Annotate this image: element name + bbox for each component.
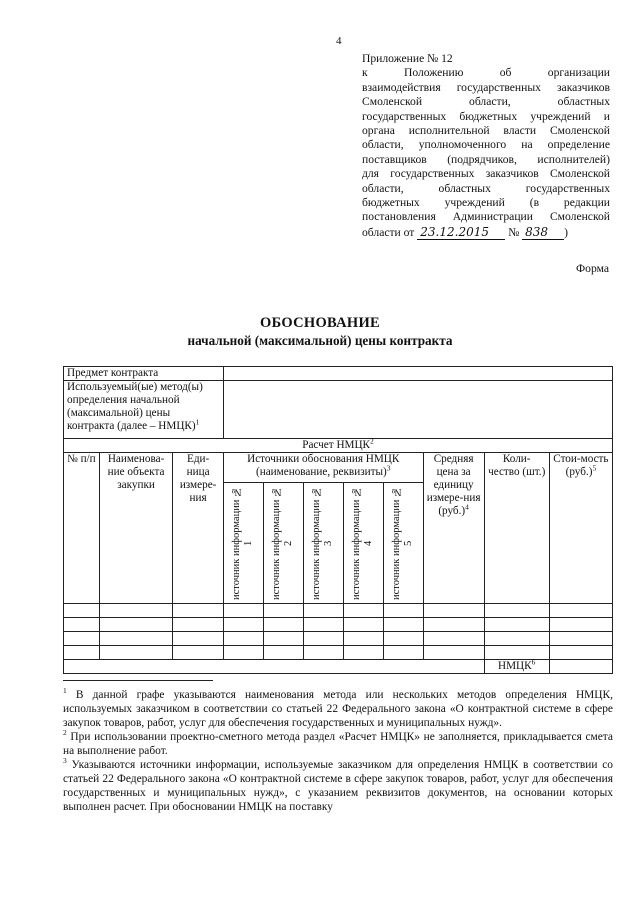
footnote: $^3$ Указываются источники информации, используемые заказчиком для определения НМЦК в соответствии со статьей 22 Федерального закона «О контрактной системе в сфере закупок товаров, работ, услуг для обеспечения государственных и муниципальных нужд», с указанием реквизитов документов, на основании которых выполнен расчет. При обосновании НМЦК на поставку: [63, 756, 613, 813]
source-col-4: источник информации № 4: [343, 483, 383, 604]
appendix-line: органа исполнительной власти Смоленской: [362, 124, 610, 138]
total-spacer: [64, 660, 485, 674]
appendix-line: государственных бюджетных учреждений и: [362, 109, 610, 123]
appendix-line: области, областных государственных: [362, 181, 610, 195]
col-unit: Еди-ница измере-ния: [173, 453, 224, 604]
appendix-date-line: области от 23.12.2015 № 838 ): [362, 224, 569, 239]
method-value: [223, 381, 612, 439]
appendix-line: для государственных заказчиков Смоленской: [362, 167, 610, 181]
justification-table: [63, 366, 613, 674]
appendix-line: к Положению об организации: [362, 66, 611, 80]
appendix-line: области, уполномоченного на определение: [362, 138, 610, 152]
handwritten-number: 838: [522, 225, 564, 240]
footnotes: [63, 688, 613, 814]
footnote-divider: [63, 680, 213, 681]
subject-value: [223, 367, 612, 381]
handwritten-date: 23.12.2015: [417, 225, 505, 240]
footnote: $^1$ В данной графе указываются наименования метода или нескольких методов определения НМЦК, используемых заказчиком в соответствии со статьей 22 Федерального закона «О контрактной системе в сфере закупок товаров, работ, услуг для обеспечения государственных и муниципальных нужд».: [63, 686, 613, 729]
form-label: Форма: [576, 262, 609, 275]
method-label: Используемый(ые) метод(ы) определения начальной (максимальной) цены контракта (далее – НМЦК)$^1$: [64, 381, 224, 439]
col-cost: Стои-мость $(руб.)^5$: [549, 453, 612, 604]
appendix-header: [362, 52, 610, 240]
appendix-line: поставщиков (подрядчиков, исполнителей): [362, 152, 610, 166]
footnote: $^2$ При использовании проектно-сметного метода раздел «Расчет НМЦК» не заполняется, прикладывается смета на выполнение работ.: [63, 728, 613, 757]
appendix-title: Приложение № 12: [362, 52, 453, 65]
page-subtitle: начальной (максимальной) цены контракта: [187, 333, 453, 348]
total-label: НМЦК$^6$: [484, 660, 549, 674]
calc-header: Расчет НМЦК$^2$: [64, 439, 613, 453]
page-title: ОБОСНОВАНИЕ: [259, 315, 380, 331]
col-sources: Источники обоснования НМЦК (наименование, реквизиты)$^3$: [223, 453, 423, 483]
total-value: [549, 660, 612, 674]
appendix-line: бюджетных учреждений (в редакции: [362, 196, 610, 210]
table-row: [64, 646, 613, 660]
col-number: № п/п: [64, 453, 100, 604]
source-col-1: источник информации № 1: [223, 483, 263, 604]
table-row: [64, 604, 613, 618]
appendix-line: взаимодействия государственных заказчиков: [362, 80, 610, 94]
subject-label: Предмет контракта: [64, 367, 224, 381]
page-number: 4: [336, 35, 342, 47]
col-avg-price: Средняя цена за единицу измере-ния $(руб.)^4$: [423, 453, 484, 604]
appendix-line: постановления Администрации Смоленской: [362, 210, 610, 224]
table-row: [64, 632, 613, 646]
col-item-name: Наименова-ние объекта закупки: [99, 453, 173, 604]
source-col-5: источник информации № 5: [383, 483, 423, 604]
col-quantity: Коли-чество (шт.): [484, 453, 549, 604]
table-row: [64, 618, 613, 632]
source-col-2: источник информации № 2: [263, 483, 303, 604]
appendix-line: Смоленской области, областных: [362, 95, 610, 109]
source-col-3: источник информации № 3: [303, 483, 343, 604]
